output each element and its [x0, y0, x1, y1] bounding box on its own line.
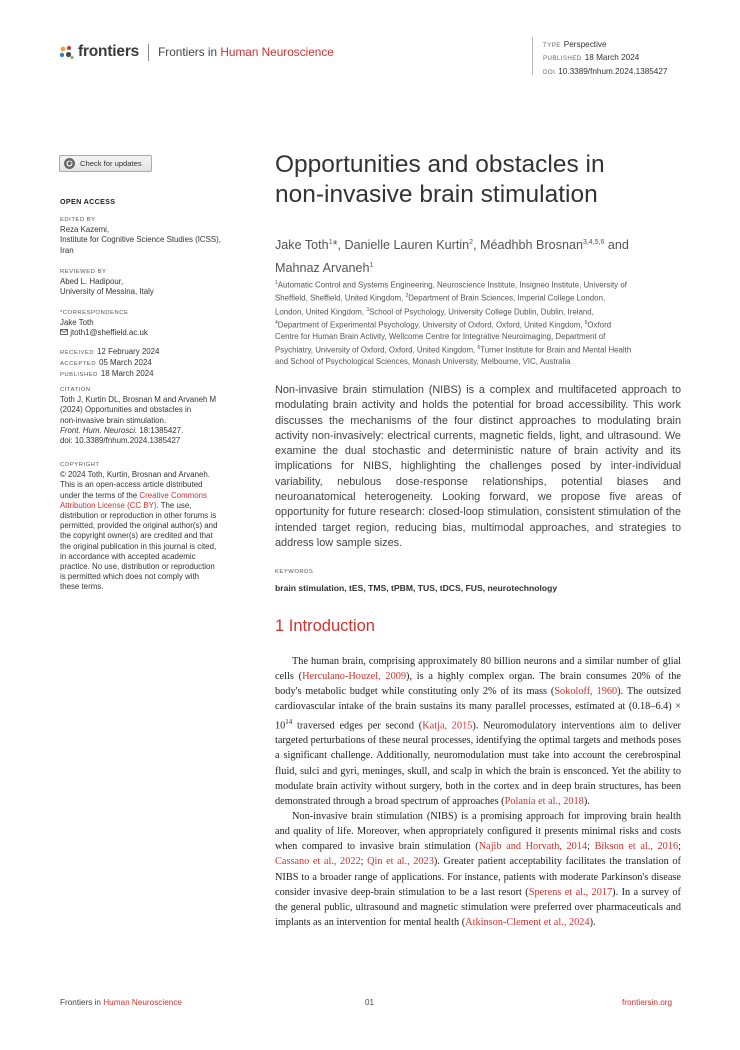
- affil-text: and School of Psychological Sciences, Monash University, Melbourne, VIC, Australia: [275, 357, 571, 367]
- keywords-label: KEYWORDS: [275, 569, 314, 575]
- abstract: Non-invasive brain stimulation (NIBS) is a complex and multifaceted approach to modulating brain activity and holds the potential for broad accessibility. This work discusses the mechanisms of the four distinct approaches to modulating brain activity non-invasively: electrical currents, magnetic fields, light, and ultrasound. We examine the dual stochastic and deterministic nature of brain activity and its implications for NIBS, highlighting the challenges posed by inter-individual variability, nebulous dose-response relationships, potential biases and neuroanatomical heterogeneity. Looking forward, we propose five areas of opportunity for future research: closed-loop stimulation, consistent stimulation of the intended target region, reducing bias, multimodal approaches, and strategies to address low sample sizes.: [275, 384, 681, 549]
- open-access-label: OPEN ACCESS: [60, 197, 116, 206]
- received-value: 12 February 2024: [97, 347, 160, 356]
- citation-block: [60, 385, 245, 446]
- footer-journal-name: Human Neuroscience: [103, 998, 182, 1007]
- edited-by-label: EDITED BY: [60, 217, 96, 223]
- affiliations: [275, 278, 695, 368]
- author-affil-sup: 2: [469, 239, 474, 246]
- meta-divider: [532, 37, 533, 75]
- citation-link[interactable]: Katja, 2015: [422, 720, 473, 732]
- editor-country: Iran: [60, 245, 74, 255]
- editor-institution: Institute for Cognitive Science Studies (ICSS),: [60, 235, 221, 245]
- check-updates-button[interactable]: [59, 155, 152, 172]
- footer-site-link[interactable]: frontiersin.org: [622, 998, 673, 1007]
- affil-text: Oxford: [587, 320, 612, 330]
- correspondence-email-row[interactable]: [60, 328, 245, 338]
- introduction-body: [275, 654, 681, 930]
- type-value: Perspective: [563, 40, 607, 49]
- affil-text: Centre for Human Brain Activity, Wellcome Centre for Integrative Neuroimaging, Department of: [275, 332, 606, 342]
- check-updates-label: Check for updates: [80, 159, 142, 168]
- dates-block: [60, 347, 245, 381]
- paragraph-text: ;: [678, 841, 681, 853]
- affil-sup: 6: [477, 345, 481, 352]
- keywords: brain stimulation, tES, TMS, tPBM, TUS, tDCS, FUS, neurotechnology: [275, 583, 558, 593]
- citation-link[interactable]: Sperens et al., 2017: [528, 886, 613, 898]
- affil-sup: 3: [366, 306, 370, 313]
- copyright-line: in accordance with accepted academic: [60, 551, 196, 561]
- affil-text: Psychiatry, University of Oxford, Oxford, United Kingdom,: [275, 345, 478, 355]
- copyright-label: COPYRIGHT: [60, 462, 100, 468]
- copyright-line: practice. No use, distribution or reproduction: [60, 562, 215, 572]
- citation-link[interactable]: Bikson et al., 2016: [594, 841, 679, 853]
- correspondence-block: [60, 308, 245, 339]
- brand-name: frontiers: [78, 43, 140, 60]
- sidebar-published-label: PUBLISHED: [60, 372, 98, 379]
- accepted-label: ACCEPTED: [60, 361, 97, 368]
- paragraph-text: The human brain, comprising approximately 80 billion neurons and a similar number of glial cells (: [275, 656, 681, 683]
- refresh-icon: [64, 158, 75, 169]
- author-name[interactable]: , Méadhbh Brosnan: [473, 238, 583, 253]
- copyright-line: [60, 501, 245, 511]
- author-list: [275, 233, 695, 278]
- citation-doi: doi: 10.3389/fnhum.2024.1385427: [60, 436, 181, 446]
- correspondence-name: Jake Toth: [60, 318, 94, 328]
- paragraph-text: ). Greater patient acceptability facilitates the translation of NIBS to a broader range of applications. For instance, patients with moderate Parkinson's disease consider invasive deep-brain stimulation to be a last resort (: [275, 856, 681, 898]
- license-link[interactable]: Creative Commons: [139, 490, 207, 500]
- copyright-line: This is an open-access article distributed: [60, 480, 203, 490]
- paragraph-text: ;: [360, 856, 368, 868]
- paragraph-text: ).: [583, 795, 590, 807]
- affil-sup: 2: [405, 293, 409, 300]
- citation-link[interactable]: Atkinson-Clement et al., 2024: [465, 917, 590, 929]
- frontiers-logo-icon: [59, 45, 74, 60]
- citation-line: non-invasive brain stimulation.: [60, 415, 167, 425]
- copyright-line: the copyright owner(s) are credited and that: [60, 531, 213, 541]
- citation-line: Toth J, Kurtin DL, Brosnan M and Arvaneh M: [60, 395, 217, 405]
- sidebar-published-value: 18 March 2024: [100, 369, 154, 379]
- affil-text: Automatic Control and Systems Engineering, Neuroscience Institute, Insigneo Institute, University of: [277, 280, 627, 290]
- journal-prefix: Frontiers in: [158, 45, 221, 59]
- author-affil-sup: 1: [328, 239, 333, 246]
- affil-sup: 1: [275, 280, 278, 286]
- copyright-text: under the terms of the: [60, 490, 140, 500]
- citation-link[interactable]: Cassano et al., 2022: [275, 856, 361, 868]
- exponent: 14: [285, 717, 293, 726]
- copyright-text: . The use,: [156, 500, 192, 510]
- section-heading: 1 Introduction: [275, 617, 375, 635]
- citation-link[interactable]: Herculano-Houzel, 2009: [302, 671, 407, 683]
- copyright-line: © 2024 Toth, Kurtin, Brosnan and Arvaneh.: [60, 470, 210, 480]
- copyright-line: is permitted which does not comply with: [60, 572, 200, 582]
- paragraph-text: ;: [587, 841, 595, 853]
- title-line: non-invasive brain stimulation: [275, 181, 598, 208]
- author-name[interactable]: Mahnaz Arvaneh: [275, 260, 370, 275]
- doi-value[interactable]: 10.3389/fnhum.2024.1385427: [558, 66, 668, 76]
- article-title: [275, 150, 715, 210]
- citation-line: (2024) Opportunities and obstacles in: [60, 405, 192, 415]
- journal-title: Human Neuroscience: [220, 45, 334, 59]
- journal-name[interactable]: [158, 45, 334, 59]
- doi-label: DOI: [543, 68, 556, 76]
- correspondence-label: *CORRESPONDENCE: [60, 310, 129, 316]
- citation-link[interactable]: Qin et al., 2023: [367, 856, 434, 868]
- paragraph-text: traversed edges per second (: [292, 720, 423, 732]
- copyright-line: the original publication in this journal is cited,: [60, 541, 217, 551]
- affil-text: School of Psychology, University College Dublin, Dublin, Ireland,: [369, 307, 594, 317]
- author-name[interactable]: Danielle Lauren Kurtin: [344, 238, 470, 253]
- copyright-line: these terms.: [60, 582, 104, 592]
- reviewed-by-block: [60, 267, 245, 298]
- paragraph-text: ). In a survey of the general public, ultrasound and magnetic stimulation were preferred over pharmaceuticals and implants as an intervention for mental health (: [275, 886, 681, 929]
- author-separator: *,: [332, 238, 345, 253]
- journal-header: [59, 42, 334, 62]
- reviewer-institution: University of Messina, Italy: [60, 287, 154, 297]
- footer-journal[interactable]: [60, 998, 182, 1007]
- citation-line: [60, 426, 245, 436]
- paragraph-text: ), is a highly complex organ. The brain consumes 20% of the body's metabolic budget while constituting only 2% of its mass (: [275, 671, 681, 698]
- citation-volume: 18:1385427.: [137, 425, 184, 435]
- author-separator: and: [604, 238, 629, 253]
- affil-text: Department of Brain Sciences, Imperial College London,: [408, 293, 606, 303]
- author-affil-sup: 3,4,5,6: [582, 239, 605, 246]
- accepted-value: 05 March 2024: [99, 358, 152, 368]
- correspondence-email[interactable]: jtoth1@sheffield.ac.uk: [70, 328, 148, 338]
- page-number: 01: [365, 998, 375, 1007]
- citation-link[interactable]: Sokoloff, 1960: [554, 686, 618, 698]
- header-divider: [148, 44, 149, 61]
- paragraph: [275, 654, 681, 809]
- editor-name: Reza Kazemi,: [60, 225, 110, 235]
- citation-link[interactable]: Najib and Horvath, 2014: [478, 841, 588, 853]
- copyright-block: [60, 460, 245, 593]
- paragraph-text: ). The outsized cardiovascular intake of the brain sustains its many parallel processes, estimated at (0.18–6.4) × 10: [275, 686, 681, 732]
- paragraph-text: ).: [589, 917, 596, 929]
- citation-journal: Front. Hum. Neurosci.: [60, 425, 138, 435]
- received-label: RECEIVED: [60, 350, 95, 356]
- affil-sup: 5: [584, 319, 588, 326]
- copyright-line: permitted, provided the original author(s) and: [60, 521, 218, 531]
- citation-label: CITATION: [60, 387, 91, 393]
- paragraph-text: Non-invasive brain stimulation (NIBS) is a promising approach for improving brain health and quality of life. Moreover, when appropriately configured it presents minimal risks and costs when compared to invasive brain stimulation (: [275, 810, 681, 853]
- mail-icon: [60, 329, 68, 335]
- type-label: TYPE: [543, 42, 561, 49]
- affil-text: Turner Institute for Brain and Mental Health: [480, 345, 632, 355]
- copyright-line: distribution or reproduction in other forums is: [60, 511, 217, 521]
- author-name[interactable]: Jake Toth: [275, 238, 329, 253]
- article-meta: [543, 39, 667, 79]
- author-affil-sup: 1: [369, 261, 374, 269]
- affil-text: London, United Kingdom,: [275, 307, 367, 317]
- license-link-2[interactable]: Attribution License (CC BY): [60, 500, 157, 510]
- copyright-line: [60, 491, 245, 501]
- paragraph: [275, 809, 681, 930]
- affil-text: Department of Experimental Psychology, University of Oxford, Oxford, United Kingdom,: [277, 320, 585, 330]
- affil-sup: 4: [275, 319, 278, 326]
- affil-text: Sheffield, Sheffield, United Kingdom,: [275, 293, 406, 303]
- footer-journal-prefix: Frontiers in: [60, 998, 104, 1007]
- published-value: 18 March 2024: [584, 53, 640, 63]
- reviewer-name: Abed L. Hadipour,: [60, 277, 124, 287]
- title-line: Opportunities and obstacles in: [275, 151, 605, 178]
- reviewed-by-label: REVIEWED BY: [60, 269, 107, 275]
- paragraph-text: ). Neuromodulatory interventions aim to deliver targeted perturbations of these neural processes, identifying the optimal targets and methods poses a significant challenge. Additionally, neuromodulation must take into account the cerebrospinal fluid, sulci and gyri, meninges, skull, and scalp in which the brain is ensconced. Yet the ability to modulate brain activity without surgery, both in the cortex and in deep brain structures, has been demonstrated through a broad spectrum of approaches (: [275, 720, 681, 807]
- citation-link[interactable]: Polanía et al., 2018: [504, 795, 584, 807]
- edited-by-block: [60, 215, 245, 256]
- published-label: PUBLISHED: [543, 55, 582, 63]
